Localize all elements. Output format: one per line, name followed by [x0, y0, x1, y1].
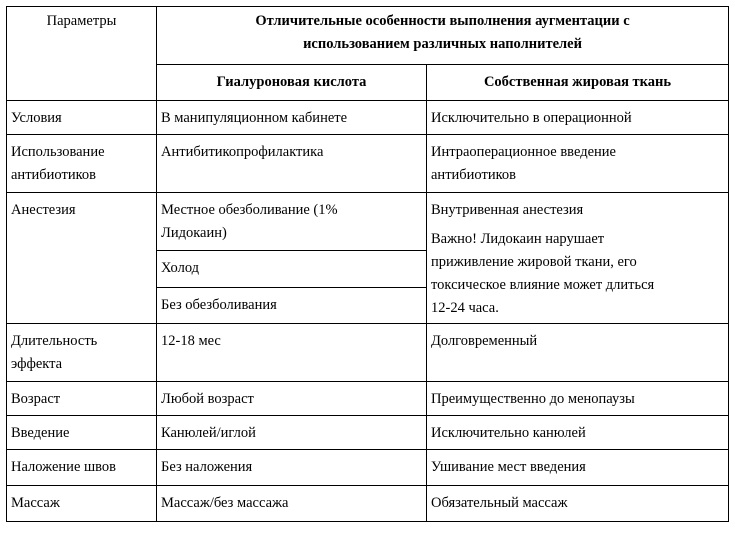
header-row — [7, 7, 729, 65]
fat-anesthesia-note-line2: приживление жировой ткани, его — [431, 254, 637, 270]
row-hyaluronic-massage: Массаж/без массажа — [157, 486, 427, 522]
param-duration-line2: эффекта — [11, 356, 63, 372]
table-row — [7, 486, 729, 522]
header-group-title-line1: Отличительные особенности выполнения аугментации с — [255, 13, 630, 29]
header-hyaluronic-cell — [157, 65, 427, 101]
fat-anesthesia-note-line3: токсическое влияние может длиться — [431, 277, 655, 293]
row-fat-sutures: Ушивание мест введения — [427, 450, 729, 486]
fat-anesthesia-note-line4: 12-24 часа. — [431, 300, 499, 316]
row-fat-conditions: Исключительно в операционной — [427, 101, 729, 135]
comparison-table — [6, 6, 729, 522]
param-antibiotics-line2: антибиотиков — [11, 167, 96, 183]
row-fat-massage: Обязательный массаж — [427, 486, 729, 522]
row-param-administration: Введение — [7, 416, 157, 450]
anesthesia-local-line1: Местное обезболивание (1% — [161, 202, 338, 218]
row-param-duration — [7, 324, 157, 382]
param-duration-line1: Длительность — [11, 333, 98, 349]
row-param-anesthesia: Анестезия — [7, 193, 157, 324]
table-row — [7, 416, 729, 450]
anesthesia-local-line2: Лидокаин) — [161, 225, 227, 241]
header-fat-label: Собственная жировая ткань — [483, 74, 672, 90]
row-param-massage: Массаж — [7, 486, 157, 522]
table-row — [7, 193, 729, 251]
row-param-antibiotics — [7, 135, 157, 193]
row-param-sutures: Наложение швов — [7, 450, 157, 486]
header-fat-cell — [427, 65, 729, 101]
table-row — [7, 101, 729, 135]
header-group-cell — [157, 7, 729, 65]
row-param-conditions: Условия — [7, 101, 157, 135]
row-fat-age: Преимущественно до менопаузы — [427, 382, 729, 416]
row-hyaluronic-anesthesia-none: Без обезболивания — [157, 287, 427, 323]
row-hyaluronic-anesthesia-cold: Холод — [157, 251, 427, 287]
row-param-age: Возраст — [7, 382, 157, 416]
row-hyaluronic-duration: 12-18 мес — [157, 324, 427, 382]
table-row — [7, 450, 729, 486]
row-hyaluronic-conditions: В манипуляционном кабинете — [157, 101, 427, 135]
fat-anesthesia-note — [431, 228, 724, 320]
row-hyaluronic-sutures: Без наложения — [157, 450, 427, 486]
header-hyaluronic-label: Гиалуроновая кислота — [216, 74, 367, 90]
table-row — [7, 135, 729, 193]
row-fat-anesthesia — [427, 193, 729, 324]
row-hyaluronic-age: Любой возраст — [157, 382, 427, 416]
row-fat-antibiotics — [427, 135, 729, 193]
row-fat-administration: Исключительно канюлей — [427, 416, 729, 450]
header-param-label: Параметры — [46, 13, 117, 29]
fat-anesthesia-p1: Внутривенная анестезия — [431, 202, 584, 218]
header-group-title-line2: использованием различных наполнителей — [303, 36, 582, 52]
table-row — [7, 324, 729, 382]
fat-anesthesia-note-line1: Важно! Лидокаин нарушает — [431, 231, 605, 247]
row-hyaluronic-administration: Канюлей/иглой — [157, 416, 427, 450]
param-antibiotics-line1: Использование — [11, 144, 105, 160]
fat-antibiotics-line1: Интраоперационное введение — [431, 144, 616, 160]
row-fat-duration: Долговременный — [427, 324, 729, 382]
fat-antibiotics-line2: антибиотиков — [431, 167, 516, 183]
row-hyaluronic-anesthesia-local — [157, 193, 427, 251]
row-hyaluronic-antibiotics: Антибитикопрофилактика — [157, 135, 427, 193]
header-param-cell — [7, 7, 157, 101]
table-row — [7, 382, 729, 416]
